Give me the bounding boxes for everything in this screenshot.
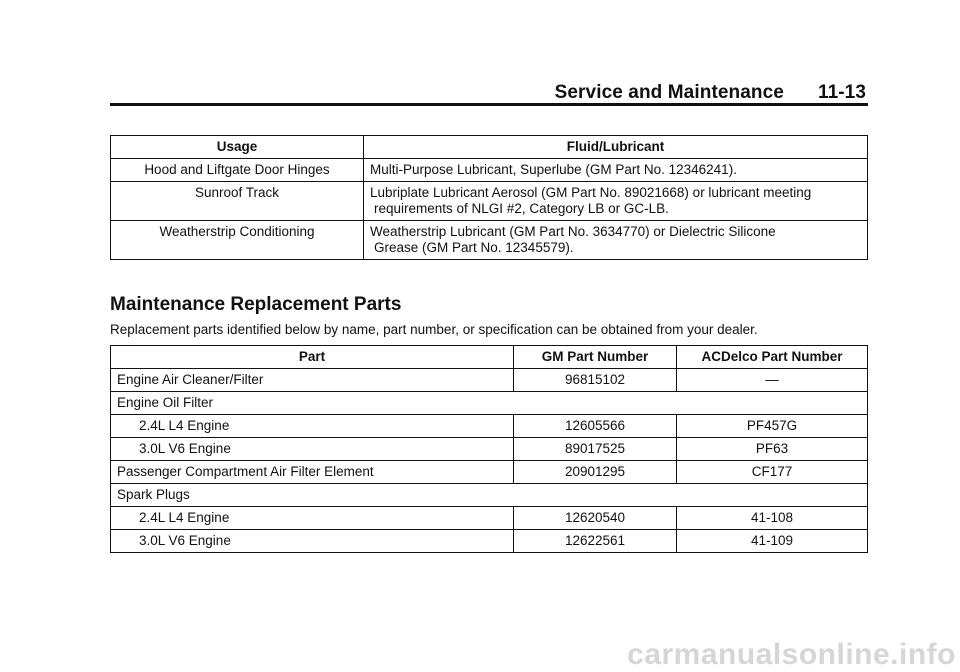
acdelco-part-number-cell: 41-108 (677, 507, 868, 530)
fluid-line: Multi-Purpose Lubricant, Superlube (GM Part No. 12346241). (370, 162, 737, 177)
page-header-title: Service and Maintenance (554, 82, 784, 103)
acdelco-part-number-cell: 41-109 (677, 530, 868, 553)
acdelco-part-number-cell: PF63 (677, 438, 868, 461)
section-title: Maintenance Replacement Parts (110, 294, 402, 315)
page-header (555, 82, 866, 104)
lubricant-row (111, 221, 868, 260)
usage-cell: Weatherstrip Conditioning (111, 221, 364, 260)
acdelco-part-number-cell: CF177 (677, 461, 868, 484)
fluid-line: Lubriplate Lubricant Aerosol (GM Part No. 89021668) or lubricant meeting (370, 185, 812, 200)
fluid-cell (364, 182, 868, 221)
fluid-line: Grease (GM Part No. 12345579). (374, 240, 574, 255)
part-group-cell: Engine Oil Filter (111, 392, 868, 415)
part-name-cell: 2.4L L4 Engine (111, 415, 514, 438)
usage-cell: Hood and Liftgate Door Hinges (111, 159, 364, 182)
page-number: 11-13 (817, 82, 866, 103)
section-intro: Replacement parts identified below by name, part number, or specification can be obtained from your dealer. (110, 322, 758, 337)
lubricant-table (110, 135, 868, 260)
gm-part-number-cell: 20901295 (514, 461, 677, 484)
parts-row (111, 438, 868, 461)
gm-part-number-cell: 12620540 (514, 507, 677, 530)
lubricant-table-header (111, 136, 868, 159)
parts-row (111, 415, 868, 438)
fluid-line: requirements of NLGI #2, Category LB or GC-LB. (374, 201, 669, 216)
fluid-cell (364, 221, 868, 260)
parts-row (111, 369, 868, 392)
fluid-cell (364, 159, 868, 182)
lubricant-row (111, 159, 868, 182)
column-header-fluid: Fluid/Lubricant (364, 136, 868, 159)
column-header-part: Part (111, 346, 514, 369)
column-header-gm-part-number: GM Part Number (514, 346, 677, 369)
column-header-usage: Usage (111, 136, 364, 159)
part-name-cell: 3.0L V6 Engine (111, 438, 514, 461)
part-name-cell: 2.4L L4 Engine (111, 507, 514, 530)
usage-cell: Sunroof Track (111, 182, 364, 221)
acdelco-part-number-cell: — (677, 369, 868, 392)
acdelco-part-number-cell: PF457G (677, 415, 868, 438)
parts-group-row (111, 484, 868, 507)
gm-part-number-cell: 96815102 (514, 369, 677, 392)
column-header-acdelco-part-number: ACDelco Part Number (677, 346, 868, 369)
part-name-cell: 3.0L V6 Engine (111, 530, 514, 553)
lubricant-row (111, 182, 868, 221)
part-name-cell: Engine Air Cleaner/Filter (111, 369, 514, 392)
parts-row (111, 530, 868, 553)
parts-group-row (111, 392, 868, 415)
part-group-cell: Spark Plugs (111, 484, 868, 507)
gm-part-number-cell: 89017525 (514, 438, 677, 461)
part-name-cell: Passenger Compartment Air Filter Element (111, 461, 514, 484)
parts-table (110, 345, 868, 553)
gm-part-number-cell: 12605566 (514, 415, 677, 438)
watermark: carmanualsonline.info (627, 638, 956, 671)
parts-row (111, 507, 868, 530)
parts-row (111, 461, 868, 484)
header-rule (110, 103, 868, 106)
fluid-line: Weatherstrip Lubricant (GM Part No. 3634770) or Dielectric Silicone (370, 224, 776, 239)
gm-part-number-cell: 12622561 (514, 530, 677, 553)
parts-table-header (111, 346, 868, 369)
